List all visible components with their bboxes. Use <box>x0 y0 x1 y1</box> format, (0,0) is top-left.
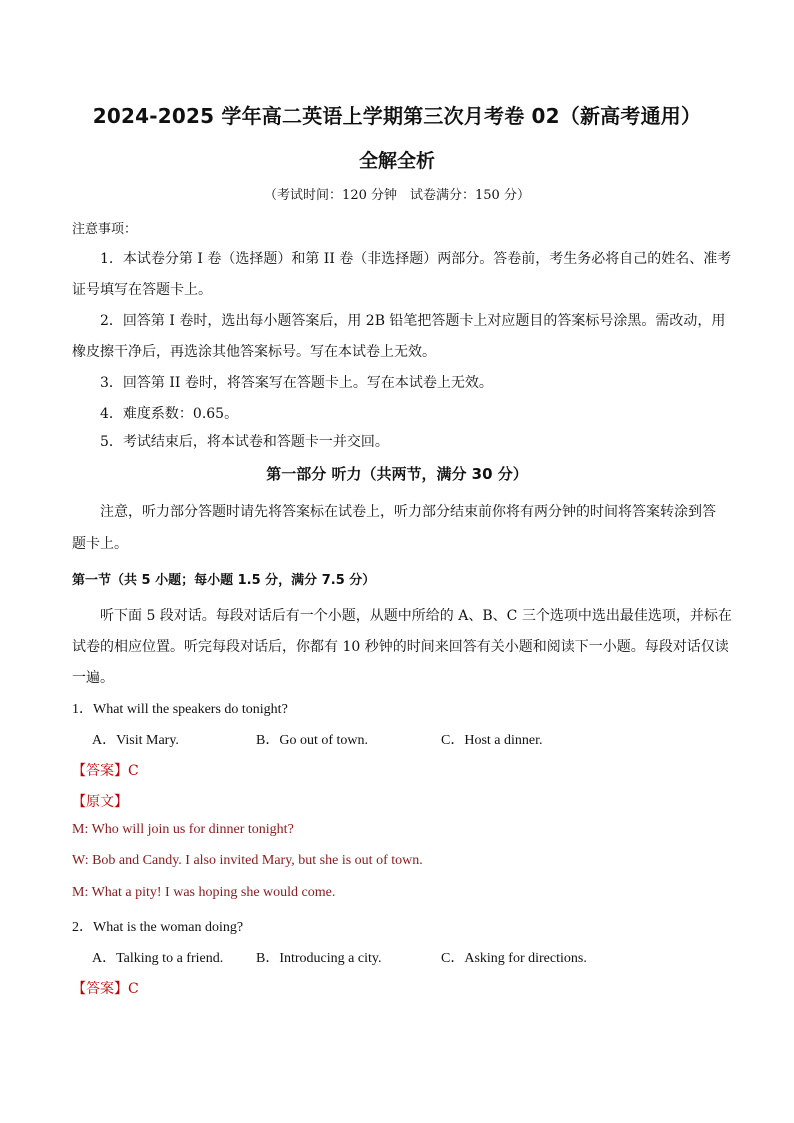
section1-heading: 第一节（共 5 小题；每小题 1.5 分，满分 7.5 分） <box>72 573 376 588</box>
listening-note: 注意，听力部分答题时请先将答案标在试卷上，听力部分结束前你将有两分钟的时间将答案转涂到答 <box>100 504 716 520</box>
part1-heading: 第一部分 听力（共两节，满分 30 分） <box>266 465 528 483</box>
notice-item: 5．考试结束后，将本试卷和答题卡一并交回。 <box>100 434 389 450</box>
exam-info: （考试时间：120 分钟 试卷满分：150 分） <box>264 188 530 203</box>
question-stem: 2．What is the woman doing? <box>72 920 244 935</box>
notice-item: 证号填写在答题卡上。 <box>72 282 212 298</box>
transcript-line: W: Bob and Candy. I also invited Mary, but she is out of town. <box>72 853 423 868</box>
option-c: C．Asking for directions. <box>441 951 587 966</box>
transcript-line: M: Who will join us for dinner tonight? <box>72 822 294 837</box>
notice-item: 1．本试卷分第 I 卷（选择题）和第 II 卷（非选择题）两部分。答卷前，考生务必将自己的姓名、准考 <box>100 251 732 267</box>
document-subtitle: 全解全析 <box>358 150 435 172</box>
notice-item: 2．回答第 I 卷时，选出每小题答案后，用 2B 铅笔把答题卡上对应题目的答案标号涂黑。需改动，用 <box>100 313 726 329</box>
notice-item: 橡皮擦干净后，再选涂其他答案标号。写在本试卷上无效。 <box>72 344 436 360</box>
option-b: B．Introducing a city. <box>256 951 382 966</box>
answer-label: 【答案】C <box>72 981 139 997</box>
notice-item: 3．回答第 II 卷时，将答案写在答题卡上。写在本试卷上无效。 <box>100 375 493 391</box>
listening-note: 题卡上。 <box>72 536 128 552</box>
document-title: 2024-2025 学年高二英语上学期第三次月考卷 02（新高考通用） <box>92 104 702 128</box>
section1-instructions: 试卷的相应位置。听完每段对话后，你都有 10 秒钟的时间来回答有关小题和阅读下一小题。每段对话仅读 <box>72 639 729 655</box>
option-b: B．Go out of town. <box>256 733 368 748</box>
section1-instructions: 听下面 5 段对话。每段对话后有一个小题，从题中所给的 A、B、C 三个选项中选出最佳选项，并标在 <box>100 608 732 624</box>
option-a: A．Talking to a friend. <box>92 951 224 966</box>
option-c: C．Host a dinner. <box>441 733 543 748</box>
answer-label: 【答案】C <box>72 763 139 779</box>
transcript-label: 【原文】 <box>72 794 128 810</box>
transcript-line: M: What a pity! I was hoping she would come. <box>72 885 336 900</box>
notice-item: 4．难度系数：0.65。 <box>100 406 239 422</box>
section1-instructions: 一遍。 <box>72 670 114 686</box>
option-a: A．Visit Mary. <box>92 733 179 748</box>
question-stem: 1．What will the speakers do tonight? <box>72 702 288 717</box>
notice-heading: 注意事项： <box>72 222 138 237</box>
